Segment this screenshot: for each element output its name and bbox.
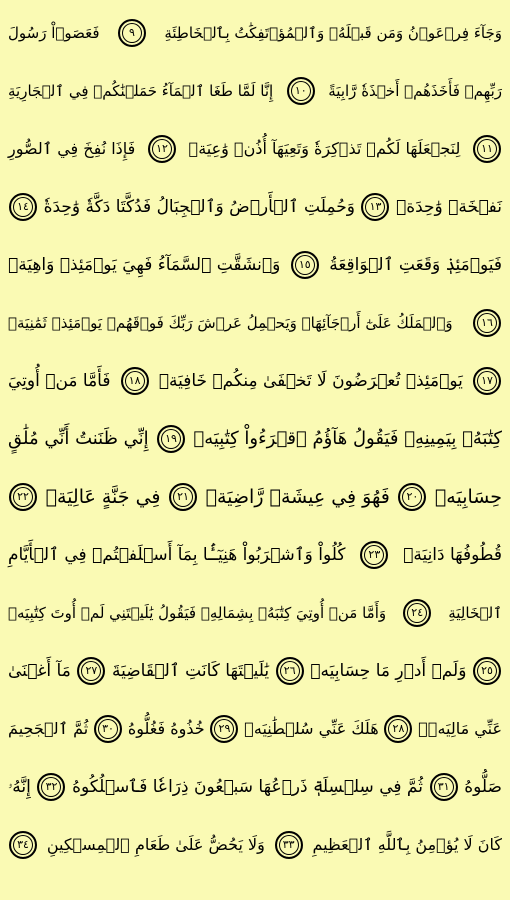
ayah-number-marker: ١٢ (148, 135, 176, 163)
verse-text: عَنِّي مَالِيَهۡۜ (418, 719, 502, 738)
verse-line (6, 708, 504, 750)
ayah-number-marker: ٢٥ (473, 657, 501, 685)
ayah-number-marker: ١٤ (9, 193, 37, 221)
verse-line (6, 476, 504, 518)
verse-text: نَفۡخَةٞ وَٰحِدَةٞ (396, 197, 502, 217)
verse-text: إِنَّهُۥ (8, 777, 31, 797)
verse-text: ثُمَّ ٱلۡجَحِيمَ (8, 719, 89, 738)
ayah-number-marker: ٩ (118, 19, 146, 47)
verse-text: فَيَوۡمَئِذٖ وَقَعَتِ ٱلۡوَاقِعَةُ (329, 255, 502, 275)
verse-line (6, 12, 504, 54)
ayah-number-marker: ٢٩ (210, 715, 238, 743)
verse-text: وَٱلۡمَلَكُ عَلَىٰٓ أَرۡجَآئِهَاۚ وَيَحۡمِلُ عَرۡشَ رَبِّكَ فَوۡقَهُمۡ يَوۡمَئِذٖ ثَمَٰنِيَةٞ (8, 314, 453, 332)
verse-line (6, 534, 504, 576)
verse-text: يَوۡمَئِذٖ تُعۡرَضُونَ لَا تَخۡفَىٰ مِنكُمۡ خَافِيَةٞ (158, 371, 463, 391)
verse-text: وَلَا يَحُضُّ عَلَىٰ طَعَامِ ٱلۡمِسۡكِينِ (46, 835, 265, 854)
ayah-number-marker: ١٠ (287, 77, 315, 105)
ayah-number-marker: ١١ (473, 135, 501, 163)
ayah-number-marker: ٣٠ (94, 715, 122, 743)
verse-text: رَبِّهِمۡ فَأَخَذَهُمۡ أَخۡذَةٗ رَّابِيَةً (328, 82, 502, 100)
ayah-number-marker: ١٨ (121, 367, 149, 395)
verse-line (6, 70, 504, 112)
verse-text: حِسَابِيَهۡ (434, 486, 502, 508)
verse-line (6, 766, 504, 808)
verse-text: إِنَّا لَمَّا طَغَا ٱلۡمَآءُ حَمَلۡنَٰكُمۡ فِي ٱلۡجَارِيَةِ (8, 82, 274, 100)
verse-text: فَإِذَا نُفِخَ فِي ٱلصُّورِ (8, 139, 136, 158)
verse-text: مَآ أَغۡنَىٰ (8, 661, 71, 681)
ayah-number-marker: ٢٦ (276, 657, 304, 685)
verse-line (6, 186, 504, 228)
verse-text: وَجَآءَ فِرۡعَوۡنُ وَمَن قَبۡلَهُۥ وَٱلۡمُؤۡتَفِكَٰتُ بِٱلۡخَاطِئَةِ (164, 24, 502, 42)
verse-line (6, 128, 504, 170)
ayah-number-marker: ٢٧ (77, 657, 105, 685)
verse-line (6, 592, 504, 634)
verse-text: إِنِّي ظَنَنتُ أَنِّي مُلَٰقٍ (8, 428, 149, 449)
verse-text: لِنَجۡعَلَهَا لَكُمۡ تَذۡكِرَةٗ وَتَعِيَهَآ أُذُنٞ وَٰعِيَةٞ (188, 139, 461, 158)
verse-text: وَلَمۡ أَدۡرِ مَا حِسَابِيَهۡ (310, 661, 467, 681)
verse-text: كُلُواْ وَٱشۡرَبُواْ هَنِيٓـَٔۢا بِمَآ أَسۡلَفۡتُمۡ فِي ٱلۡأَيَّامِ (8, 545, 346, 565)
ayah-number-marker: ٢٣ (360, 541, 388, 569)
verse-text: وَأَمَّا مَنۡ أُوتِيَ كِتَٰبَهُۥ بِشِمَالِهِۦ فَيَقُولُ يَٰلَيۡتَنِي لَمۡ أُوتَ كِتَٰبِيَهۡ (8, 604, 387, 622)
verse-text: ٱلۡخَالِيَةِ (448, 604, 502, 622)
verse-text: فَعَصَوۡاْ رَسُولَ (8, 24, 100, 42)
ayah-number-marker: ١٦ (473, 309, 501, 337)
ayah-number-marker: ١٥ (291, 251, 319, 279)
verse-line (6, 244, 504, 286)
verse-line (6, 824, 504, 866)
verse-text: كِتَٰبَهُۥ بِيَمِينِهِۦ فَيَقُولُ هَآؤُمُ ٱقۡرَءُواْ كِتَٰبِيَهۡ (193, 428, 502, 449)
verse-text: ثُمَّ فِي سِلۡسِلَةٖ ذَرۡعُهَا سَبۡعُونَ ذِرَاعٗا فَٱسۡلُكُوهُ (72, 777, 423, 797)
verse-text: هَلَكَ عَنِّي سُلۡطَٰنِيَهۡ (244, 719, 379, 738)
ayah-number-marker: ٢٠ (398, 483, 426, 511)
ayah-number-marker: ١٣ (361, 193, 389, 221)
verse-text: يَٰلَيۡتَهَا كَانَتِ ٱلۡقَاضِيَةَ (111, 661, 270, 681)
verse-text: قُطُوفُهَا دَانِيَةٞ (403, 545, 502, 565)
verse-text: فِي جَنَّةٍ عَالِيَةٖ (45, 486, 161, 508)
ayah-number-marker: ٢٤ (403, 599, 431, 627)
ayah-number-marker: ١٧ (473, 367, 501, 395)
verse-line (6, 650, 504, 692)
verse-text: خُذُوهُ فَغُلُّوهُ (127, 719, 205, 738)
ayah-number-marker: ٣١ (430, 773, 458, 801)
verse-line (6, 302, 504, 344)
verse-text: فَأَمَّا مَنۡ أُوتِيَ (8, 371, 111, 391)
ayah-number-marker: ٣٢ (37, 773, 65, 801)
verse-line (6, 360, 504, 402)
verse-text: صَلُّوهُ (464, 777, 502, 797)
ayah-number-marker: ٢٨ (384, 715, 412, 743)
verse-text: كَانَ لَا يُؤۡمِنُ بِٱللَّهِ ٱلۡعَظِيمِ (312, 835, 502, 854)
verse-text: وَحُمِلَتِ ٱلۡأَرۡضُ وَٱلۡجِبَالُ فَدُكَّتَا دَكَّةٗ وَٰحِدَةٗ (43, 197, 355, 217)
verse-line (6, 418, 504, 460)
ayah-number-marker: ٣٤ (9, 831, 37, 859)
ayah-number-marker: ١٩ (157, 425, 185, 453)
verse-text: فَهُوَ فِي عِيشَةٖ رَّاضِيَةٖ (205, 486, 390, 508)
ayah-number-marker: ٣٣ (275, 831, 303, 859)
ayah-number-marker: ٢١ (169, 483, 197, 511)
ayah-number-marker: ٢٢ (9, 483, 37, 511)
verse-text: وَٱنشَقَّتِ ٱلسَّمَآءُ فَهِيَ يَوۡمَئِذٖ وَاهِيَةٞ (8, 255, 281, 275)
